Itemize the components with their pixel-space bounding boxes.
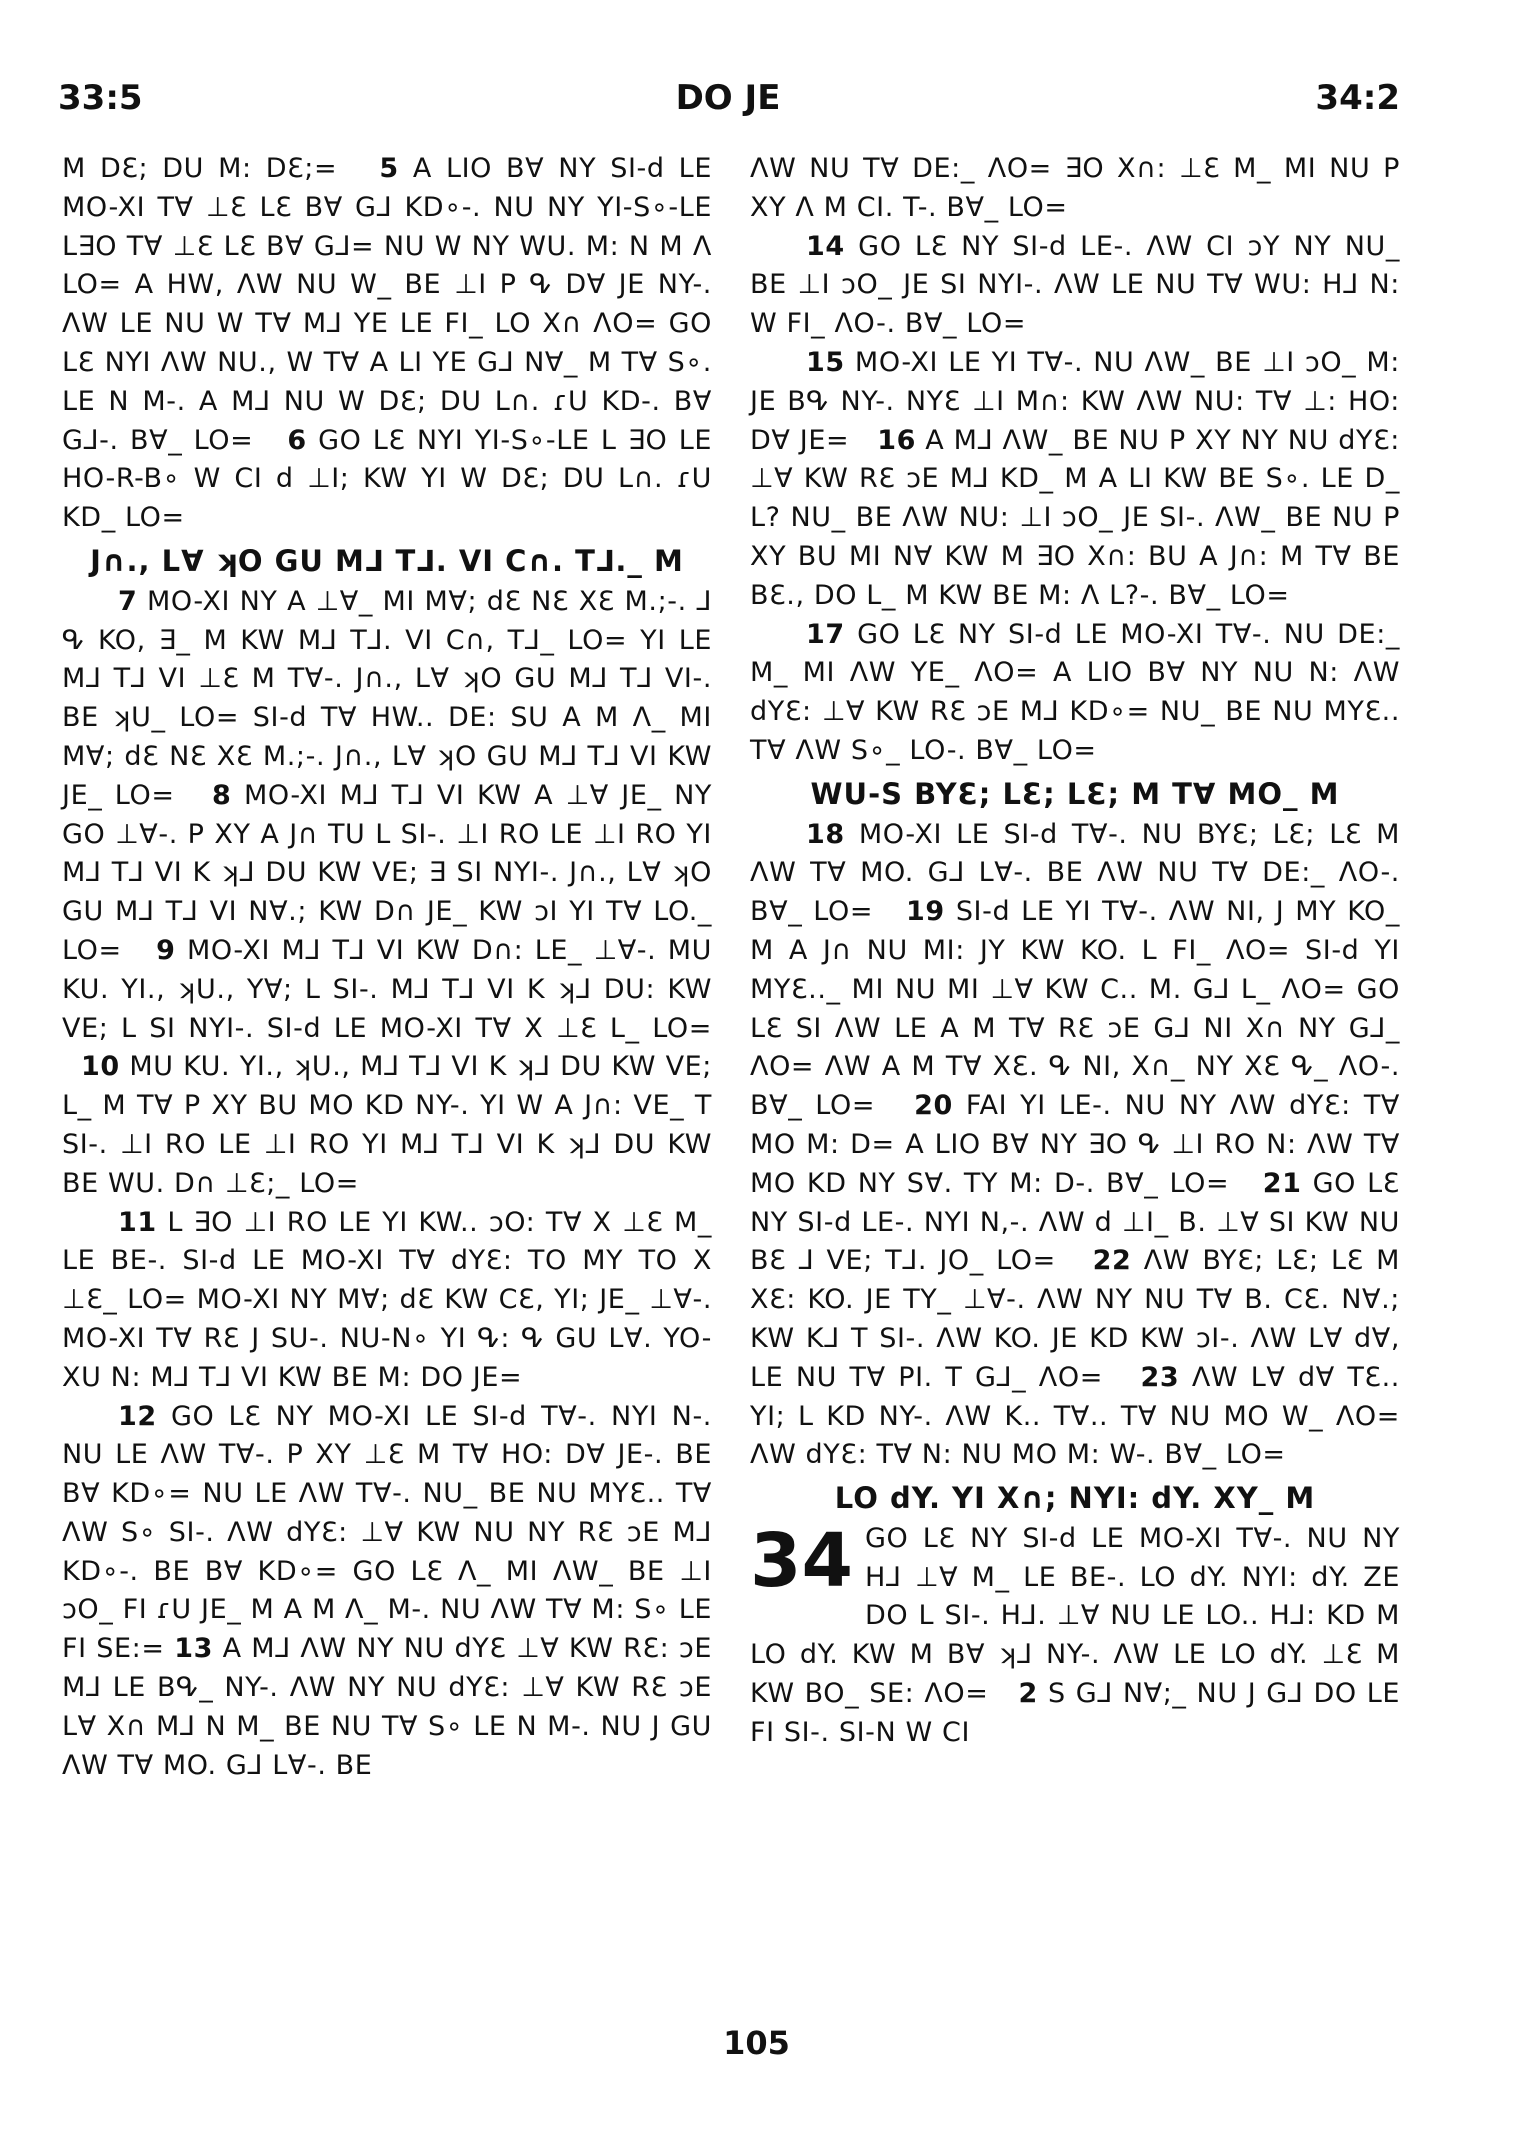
verse-text: MO-XI M⅃ T⅃ VI KW D∩: LE_ ⊥∀-. MU KU. YI., ʞU., Y∀; L SI-. M⅃ T⅃ VI K ʞ⅃ DU: KW VE; L SI NYI-. SI-d LE MO-XI T∀ X ⊥Ɛ L_ LO= <box>62 934 712 1044</box>
verse-number: 21 <box>1262 1167 1302 1199</box>
verse-number: 14 <box>806 230 845 262</box>
verse-number: 6 <box>287 424 307 456</box>
verse-text: A M⅃ ΛW_ BE NU P XY NY NU dYƐ: ⊥∀ KW RƐ ↄE M⅃ KD_ M A LI KW BE S∘. LE D_ L? NU_ BE ΛW NU: ⊥I ↄO_ JE SI-. ΛW_ BE NU P XY BU MI N∀ KW M ∃O X∩: BU A J∩: M T∀ BE BƐ., DO L_ M KW BE M: Λ L?-. B∀_ LO= <box>750 424 1400 611</box>
verse-text: ΛW L∀ d∀ TƐ.. YI; L KD NY-. ΛW K.. T∀.. T∀ NU MO W_ ΛO= ΛW dYƐ: T∀ N: NU MO M: W-. B∀_ LO= <box>750 1361 1400 1471</box>
header-left-reference: 33:5 <box>58 78 143 118</box>
running-head <box>58 78 1400 122</box>
verse-number: 7 <box>118 585 138 617</box>
verse-text: GO LƐ NY MO-XI LE SI-d T∀-. NYI N-. NU LE ΛW T∀-. P XY ⊥Ɛ M T∀ HO: D∀ JE-. BE B∀ KD∘= NU LE ΛW T∀-. NU_ BE NU MYƐ.. T∀ ΛW S∘ SI-. ΛW dYƐ: ⊥∀ KW NU NY RƐ ↄE M⅃ KD∘-. BE B∀ KD∘= GO LƐ Λ_ MI ΛW_ BE ⊥I ↄO_ FI ɾU JE_ M A M Λ_ M-. NU ΛW T∀ M: S∘ LE FI SE:= <box>62 1400 712 1665</box>
section-heading: WU-S BYƐ; LƐ; LƐ; M T∀ MO_ M <box>810 776 1340 811</box>
verse-text: SI-d LE YI T∀-. ΛW NI, J MY KO_ M A J∩ NU MI: JY KW KO. L FI_ ΛO= SI-d YI MYƐ.._ MI NU MI ⊥∀ KW C.. M. G⅃ L_ ΛO= GO LƐ SI ΛW LE A M T∀ RƐ ↄE G⅃ NI X∩ NY G⅃_ ΛO= ΛW A M T∀ XƐ. ᕴ NI, X∩_ NY XƐ ᕴ_ ΛO-. B∀_ LO= <box>750 896 1401 1122</box>
verse-text: S G⅃ N∀;_ NU J G⅃ DO LE FI SI-. SI-N W CI <box>750 1678 1401 1748</box>
verse-text: A LIO B∀ NY SI-d LE MO-XI T∀ ⊥Ɛ LƐ B∀ G⅃ KD∘-. NU NY YI-S∘-LE L∃O T∀ ⊥Ɛ LƐ B∀ G⅃= NU W NY WU. M: N M Λ LO= A HW, ΛW NU W_ BE ⊥I P ᕴ D∀ JE NY-. ΛW LE NU W T∀ M⅃ YE LE FI_ LO X∩ ΛO= GO LƐ NYI ΛW NU., W T∀ A LI YE G⅃ N∀_ M T∀ S∘. LE N M-. A M⅃ NU W DƐ; DU L∩. ɾU KD-. B∀ G⅃-. B∀_ LO= <box>62 153 712 456</box>
paragraph <box>750 616 1400 771</box>
verse-text: ΛW BYƐ; LƐ; LƐ M XƐ: KO. JE TY_ ⊥∀-. ΛW NY NU T∀ B. CƐ. N∀.; KW K⅃ T SI-. ΛW KO. JE KD KW ↄI-. ΛW L∀ d∀, LE NU T∀ PI. T G⅃_ ΛO= <box>750 1245 1400 1393</box>
verse-number: 13 <box>174 1633 213 1665</box>
chapter-opening-paragraph <box>750 1517 1401 1753</box>
section-heading: LO dY. YI X∩; NYI: dY. XY_ M <box>834 1481 1316 1516</box>
paragraph <box>750 150 1400 228</box>
verse-number: 18 <box>806 818 845 850</box>
header-right-reference: 34:2 <box>1315 78 1400 118</box>
verse-text: ΛW NU T∀ DE:_ ΛO= ∃O X∩: ⊥Ɛ M_ MI NU P XY Λ M CI. T-. B∀_ LO= <box>750 153 1400 223</box>
verse-number: 8 <box>212 779 232 811</box>
verse-text: MO-XI LE YI T∀-. NU ΛW_ BE ⊥I ↄO_ M: JE Bᕴ NY-. NYƐ ⊥I M∩: KW ΛW NU: T∀ ⊥: HO: D∀ JE= <box>750 346 1400 456</box>
verse-text: GO LƐ NYI YI-S∘-LE L ∃O LE HO-R-B∘ W CI d ⊥I; KW YI W DƐ; DU L∩. ɾU KD_ LO= <box>62 424 712 534</box>
verse-number: 20 <box>914 1090 953 1122</box>
page-number: 105 <box>723 2024 790 2062</box>
verse-number: 22 <box>1092 1245 1132 1277</box>
verse-text: FAI YI LE-. NU NY ΛW dYƐ: T∀ MO M: D= A LIO B∀ NY ∃O ᕴ ⊥I RO N: ΛW T∀ MO KD NY S∀. TY M: D-. B∀_ LO= <box>750 1090 1400 1199</box>
verse-number: 2 <box>1018 1678 1038 1710</box>
verse-text: GO LƐ NY SI-d LE-. NYI N,-. ΛW d ⊥I_ B. ⊥∀ SI KW NU BƐ ⅃ VE; T⅃. JO_ LO= <box>750 1167 1400 1277</box>
verse-number: 23 <box>1140 1361 1180 1393</box>
paragraph <box>750 228 1400 344</box>
verse-text: MU KU. YI., ʞU., M⅃ T⅃ VI K ʞ⅃ DU KW VE; L_ M T∀ P XY BU MO KD NY-. YI W A J∩: VE_ T SI-. ⊥I RO LE ⊥I RO YI M⅃ T⅃ VI K ʞ⅃ DU KW BE WU. D∩ ⊥Ɛ;_ LO= <box>62 1051 712 1199</box>
verse-number: 5 <box>379 153 399 184</box>
verse-text: GO LƐ NY SI-d LE MO-XI T∀-. NU NY H⅃ ⊥∀ M_ LE BE-. LO dY. NYI: dY. ZE DO L SI-. H⅃. ⊥∀ NU LE LO.. H⅃: KD M LO dY. KW M B∀ ʞ⅃ NY-. ΛW LE LO dY. ⊥Ɛ M KW BO_ SE: ΛO= <box>750 1522 1400 1710</box>
verse-number: 16 <box>877 424 916 456</box>
paragraph <box>62 1204 712 1398</box>
paragraph <box>62 583 712 1204</box>
verse-text: GO LƐ NY SI-d LE-. ΛW CI ↄY NY NU_ BE ⊥I ↄO_ JE SI NYI-. ΛW LE NU T∀ WU: H⅃ N: W FI_ ΛO-. B∀_ LO= <box>750 230 1400 340</box>
verse-number: 15 <box>806 346 845 378</box>
verse-text: MO-XI NY A ⊥∀_ MI M∀; dƐ NƐ XƐ M.;-. ⅃ ᕴ KO, ∃_ M KW M⅃ T⅃. VI C∩, T⅃_ LO= YI LE M⅃ T⅃ VI ⊥Ɛ M T∀-. J∩., L∀ ʞO GU M⅃ T⅃ VI-. BE ʞU_ LO= SI-d T∀ HW.. DE: SU A M Λ_ MI M∀; dƐ NƐ XƐ M.;-. J∩., L∀ ʞO GU M⅃ T⅃ VI KW JE_ LO= <box>62 585 712 811</box>
verse-number: 10 <box>81 1051 120 1083</box>
header-book-title: DO JE <box>675 78 781 118</box>
verse-text: L ∃O ⊥I RO LE YI KW.. ↄO: T∀ X ⊥Ɛ M_ LE BE-. SI-d LE MO-XI T∀ dYƐ: TO MY TO X ⊥Ɛ_ LO= MO-XI NY M∀; dƐ KW CƐ, YI; JE_ ⊥∀-. MO-XI T∀ RƐ J SU-. NU-N∘ YI ᕴ: ᕴ GU L∀. YO-XU N: M⅃ T⅃ VI KW BE M: DO JE= <box>62 1206 712 1393</box>
paragraph <box>750 344 1400 616</box>
right-column <box>750 150 1400 1753</box>
paragraph <box>750 816 1400 1476</box>
verse-number: 12 <box>118 1400 157 1432</box>
verse-text: MO-XI LE SI-d T∀-. NU BYƐ; LƐ; LƐ M ΛW T∀ MO. G⅃ L∀-. BE ΛW NU T∀ DE:_ ΛO-. B∀_ LO= <box>750 818 1400 928</box>
verse-number: 19 <box>906 896 945 928</box>
paragraph <box>62 1398 712 1786</box>
chapter-number: 34 <box>750 1517 853 1604</box>
verse-number: 17 <box>806 618 845 650</box>
section-heading: J∩., L∀ ʞO GU M⅃ T⅃. VI C∩. T⅃._ M <box>90 543 684 578</box>
paragraph <box>62 150 712 538</box>
verse-number: 11 <box>118 1206 157 1238</box>
verse-text: GO LƐ NY SI-d LE MO-XI T∀-. NU DE:_ M_ MI ΛW YE_ ΛO= A LIO B∀ NY NU N: ΛW dYƐ: ⊥∀ KW RƐ ↄE M⅃ KD∘= NU_ BE NU MYƐ.. T∀ ΛW S∘_ LO-. B∀_ LO= <box>750 618 1400 766</box>
left-column <box>62 150 712 1785</box>
verse-text: A M⅃ ΛW NY NU dYƐ ⊥∀ KW RƐ: ↄE M⅃ LE Bᕴ_ NY-. ΛW NY NU dYƐ: ⊥∀ KW RƐ ↄE L∀ X∩ M⅃ N M_ BE NU T∀ S∘ LE N M-. NU J GU ΛW T∀ MO. G⅃ L∀-. BE <box>62 1633 712 1781</box>
verse-text: M DƐ; DU M: DƐ;= <box>62 153 338 184</box>
verse-text: MO-XI M⅃ T⅃ VI KW A ⊥∀ JE_ NY GO ⊥∀-. P XY A J∩ TU L SI-. ⊥I RO LE ⊥I RO YI M⅃ T⅃ VI K ʞ⅃ DU KW VE; ∃ SI NYI-. J∩., L∀ ʞO GU M⅃ T⅃ VI N∀.; KW D∩ JE_ KW ↄI YI T∀ LO._ LO= <box>62 779 713 966</box>
verse-number: 9 <box>156 934 176 966</box>
